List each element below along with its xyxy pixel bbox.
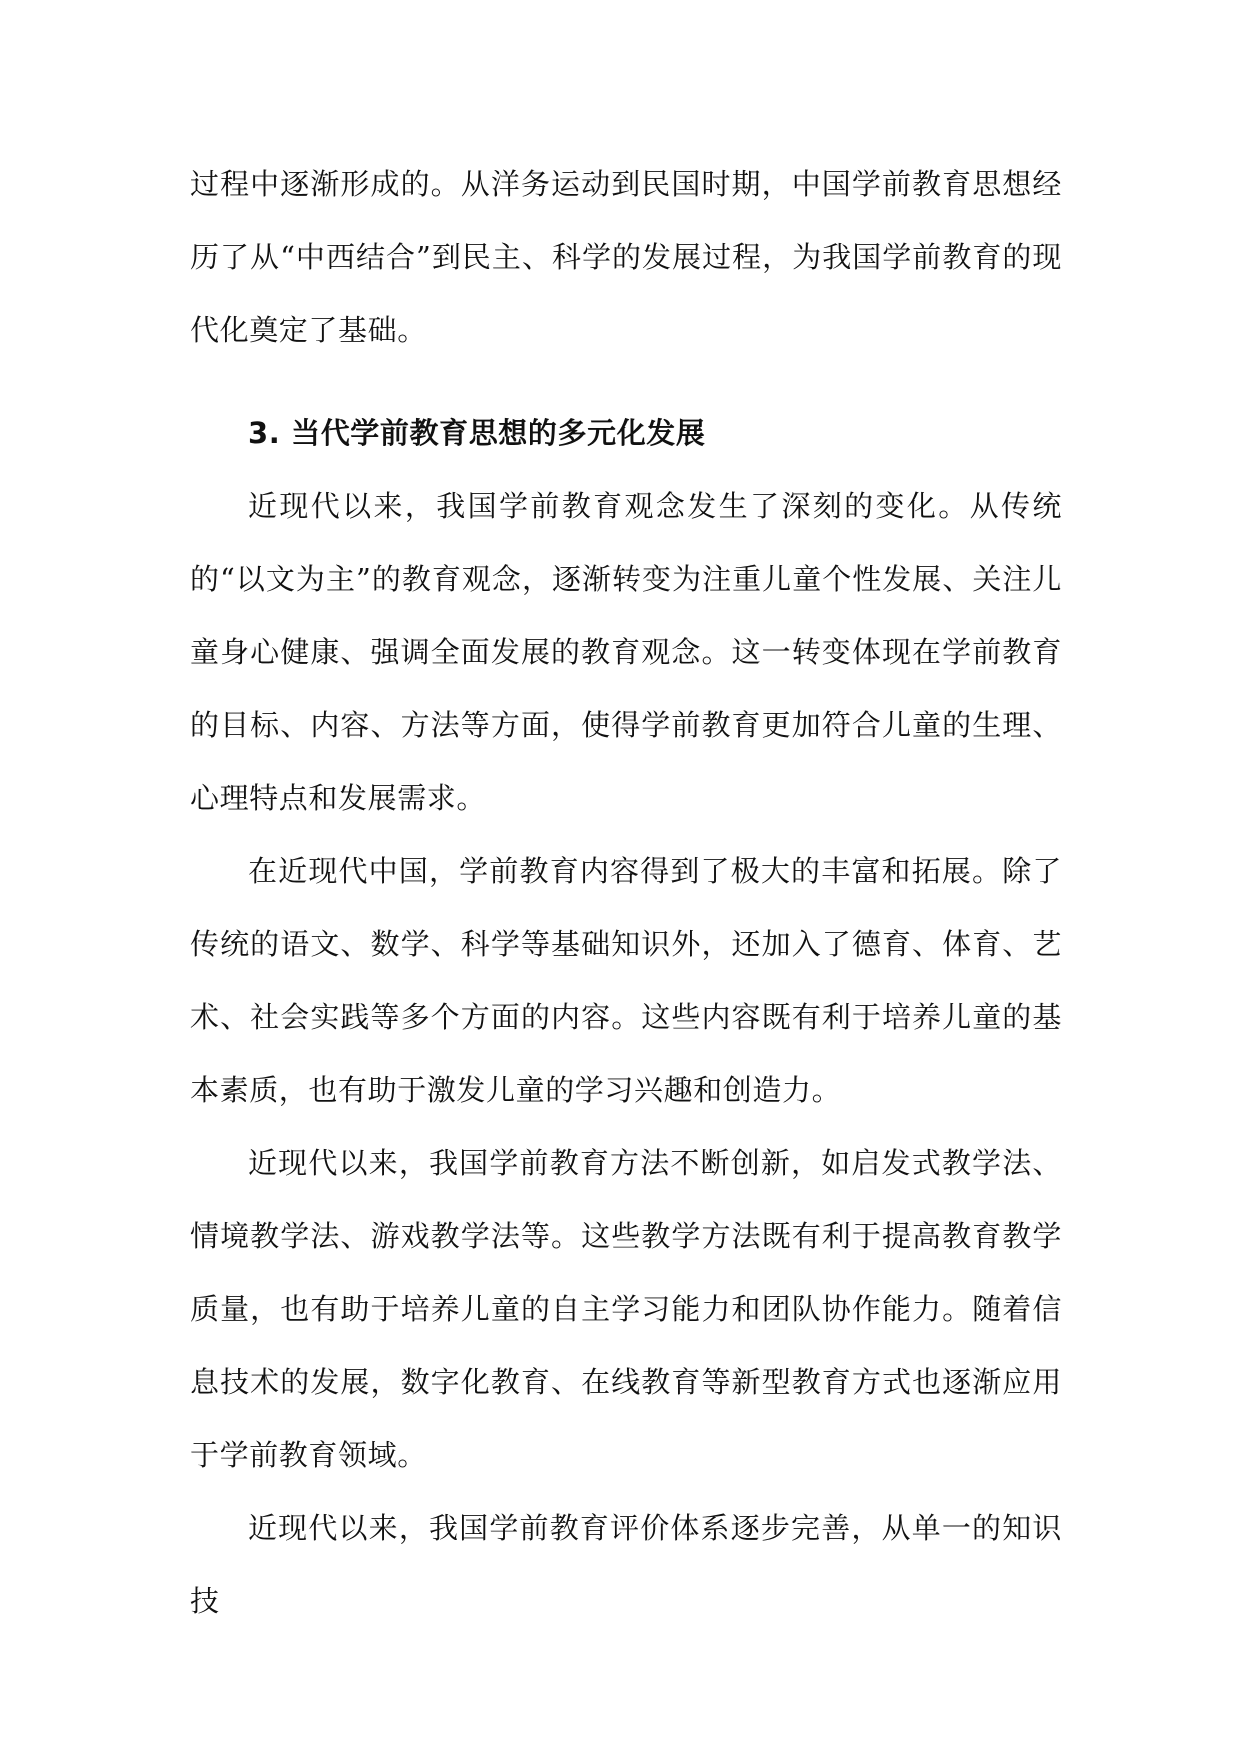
paragraph-evaluation-system: 近现代以来，我国学前教育评价体系逐步完善，从单一的知识技 (190, 1511, 1062, 1618)
paragraph-education-methods: 近现代以来，我国学前教育方法不断创新，如启发式教学法、情境教学法、游戏教学法等。这些教学方法既有利于提高教育教学质量，也有助于培养儿童的自主学习能力和团队协作能力。随着信息技术的发展，数字化教育、在线教育等新型教育方式也逐渐应用于学前教育领域。 (190, 1146, 1062, 1472)
paragraph-education-concepts: 近现代以来，我国学前教育观念发生了深刻的变化。从传统的“以文为主”的教育观念，逐渐转变为注重儿童个性发展、关注儿童身心健康、强调全面发展的教育观念。这一转变体现在学前教育的目标、内容、方法等方面，使得学前教育更加符合儿童的生理、心理特点和发展需求。 (190, 489, 1062, 815)
section-heading: 3. 当代学前教育思想的多元化发展 (248, 416, 706, 450)
document-body (190, 148, 1062, 1638)
paragraph-education-content: 在近现代中国，学前教育内容得到了极大的丰富和拓展。除了传统的语文、数学、科学等基础知识外，还加入了德育、体育、艺术、社会实践等多个方面的内容。这些内容既有利于培养儿童的基本素质，也有助于激发儿童的学习兴趣和创造力。 (190, 854, 1062, 1107)
paragraph-continuation: 过程中逐渐形成的。从洋务运动到民国时期，中国学前教育思想经历了从“中西结合”到民主、科学的发展过程，为我国学前教育的现代化奠定了基础。 (190, 167, 1062, 347)
